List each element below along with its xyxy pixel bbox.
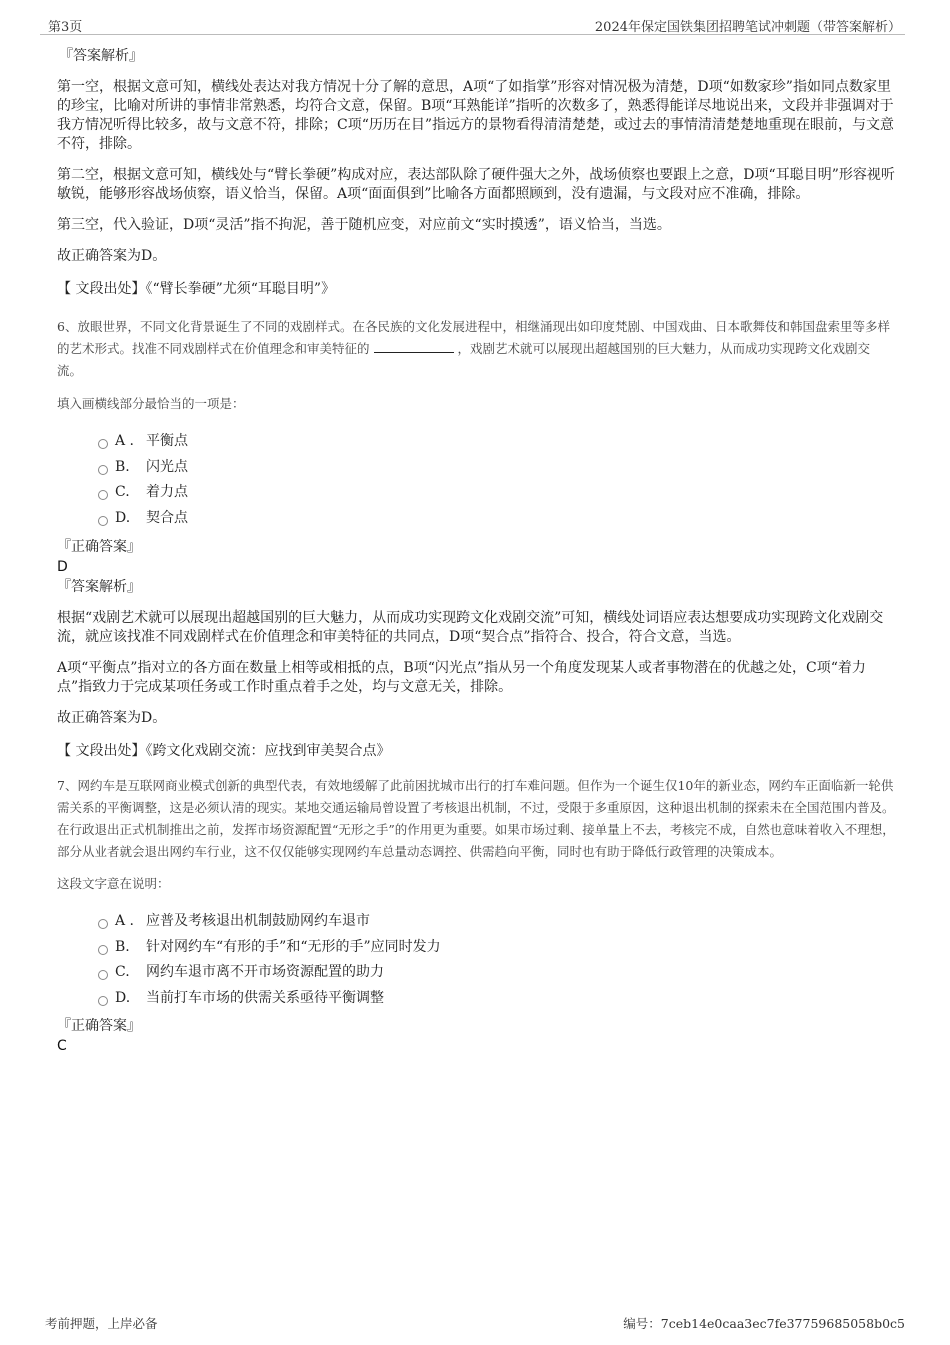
document-code: 编号：7ceb14e0caa3ec7fe37759685058b0c5: [623, 1316, 905, 1331]
page-content: [57, 46, 895, 1056]
document-title: 2024年保定国铁集团招聘笔试冲刺题（带答案解析）: [594, 20, 901, 35]
option-letter: B.: [115, 938, 130, 955]
q7-answer: C: [57, 1038, 67, 1054]
radio-icon[interactable]: [98, 970, 108, 980]
q5-explain-p1: 第一空，根据文意可知，横线处表达对我方情况十分了解的意思，A项“了如指掌”形容对情况极为清楚，D项“如数家珍”指如同点数家里的珍宝，比喻对所讲的事情非常熟悉，均符合文意，保留。B项“耳熟能详”指听的次数多了，熟悉得能详尽地说出来，文段并非强调对于我方情况听得比较多，故与文意不符，排除；C项“历历在目”指远方的景物看得清清楚楚，或过去的事情清清楚楚地重现在眼前，与文意不符，排除。: [57, 79, 895, 152]
option-text: 网约车退市离不开市场资源配置的助力: [146, 964, 384, 980]
option-text: 应普及考核退出机制鼓励网约车退市: [146, 913, 370, 929]
radio-icon[interactable]: [98, 465, 108, 475]
option-letter: B.: [115, 458, 130, 475]
q7-option-b[interactable]: [57, 935, 895, 961]
option-letter: C.: [115, 964, 130, 980]
q6-explain-p2: A项“平衡点”指对立的各方面在数量上相等或相抵的点，B项“闪光点”指从另一个角度发现某人或者事物潜在的优越之处，C项“着力点”指致力于完成某项任务或工作时重点着手之处，均与文意无关，排除。: [57, 660, 866, 695]
option-text: 契合点: [146, 509, 188, 526]
option-letter: A .: [115, 913, 135, 929]
q7-answer-label: 『正确答案』: [57, 1018, 141, 1034]
q5-source: 【 文段出处】《“臂长拳硬”尤须“耳聪目明”》: [57, 281, 336, 297]
q6-explain-label: 『答案解析』: [57, 579, 141, 595]
q6-stem-before: 6、放眼世界，不同文化背景诞生了不同的戏剧样式。在各民族的文化发展进程中，相继涌现出如印度梵剧、中国戏曲、日本歌舞伎和韩国盘索里等多样的艺术形式。找准不同戏剧样式在价值理念和审美特征的: [57, 319, 890, 356]
q6-blank: [374, 340, 454, 353]
q7-options: [57, 909, 895, 1011]
q7-prompt: 这段文字意在说明：: [57, 876, 170, 891]
option-text: 当前打车市场的供需关系亟待平衡调整: [146, 989, 384, 1006]
q6-answer-label: 『正确答案』: [57, 539, 141, 555]
q6-explain-p1: 根据“戏剧艺术就可以展现出超越国别的巨大魅力，从而成功实现跨文化戏剧交流”可知，横线处词语应表达想要成功实现跨文化戏剧交流，就应该找准不同戏剧样式在价值理念和审美特征的共同点，D项“契合点”指符合、投合，符合文意，当选。: [57, 610, 884, 645]
option-letter: A .: [115, 433, 135, 449]
page-footer: [45, 1314, 905, 1332]
q6-option-d[interactable]: [57, 506, 895, 532]
q6-option-c[interactable]: [57, 480, 895, 506]
page-number: 第3页: [48, 20, 83, 35]
page-header: [40, 16, 905, 35]
radio-icon[interactable]: [98, 919, 108, 929]
q5-explain-p2: 第二空，根据文意可知，横线处与“臂长拳硬”构成对应，表达部队除了硬件强大之外，战场侦察也要跟上之意，D项“耳聪目明”形容视听敏锐，能够形容战场侦察，语义恰当，保留。A项“面面俱到”比喻各方面都照顾到，没有遗漏，与文段对应不准确，排除。: [57, 167, 895, 202]
q6-answer: D: [57, 559, 68, 575]
radio-icon[interactable]: [98, 490, 108, 500]
option-letter: D.: [115, 509, 131, 526]
option-text: 平衡点: [146, 433, 188, 449]
q7-option-c[interactable]: [57, 960, 895, 986]
q7-option-a[interactable]: [57, 909, 895, 935]
option-letter: D.: [115, 989, 131, 1006]
q6-stem-after: ，戏剧艺术就可以展现出超越国别的巨大魅力，从而成功实现跨文化戏剧交流。: [57, 341, 871, 378]
radio-icon[interactable]: [98, 439, 108, 449]
radio-icon[interactable]: [98, 516, 108, 526]
q6-source: 【 文段出处】《跨文化戏剧交流：应找到审美契合点》: [57, 743, 391, 759]
q6-stem: [57, 316, 895, 382]
q6-option-a[interactable]: [57, 429, 895, 455]
q6-explain-p3: 故正确答案为D。: [57, 710, 167, 726]
footer-slogan: 考前押题，上岸必备: [45, 1316, 158, 1331]
option-text: 着力点: [146, 484, 188, 500]
q6-prompt: 填入画横线部分最恰当的一项是：: [57, 396, 245, 411]
radio-icon[interactable]: [98, 945, 108, 955]
q6-option-b[interactable]: [57, 455, 895, 481]
option-text: 闪光点: [146, 458, 188, 475]
option-letter: C.: [115, 484, 130, 500]
q7-option-d[interactable]: [57, 986, 895, 1012]
radio-icon[interactable]: [98, 996, 108, 1006]
q7-stem: 7、网约车是互联网商业模式创新的典型代表，有效地缓解了此前困扰城市出行的打车难问题。但作为一个诞生仅10年的新业态，网约车正面临新一轮供需关系的平衡调整，这是必须认清的现实。某地交通运输局曾设置了考核退出机制，不过，受限于多重原因，这种退出机制的探索未在全国范围内普及。在行政退出正式机制推出之前，发挥市场资源配置“无形之手”的作用更为重要。如果市场过剩、接单量上不去，考核完不成，自然也意味着收入不理想，部分从业者就会退出网约车行业，这不仅仅能够实现网约车总量动态调控、供需趋向平衡，同时也有助于降低行政管理的决策成本。: [57, 778, 895, 859]
q6-options: [57, 429, 895, 531]
q5-explain-p3: 第三空，代入验证，D项“灵活”指不拘泥，善于随机应变，对应前文“实时摸透”，语义恰当，当选。: [57, 217, 671, 233]
option-text: 针对网约车“有形的手”和“无形的手”应同时发力: [146, 938, 441, 955]
q5-explain-p4: 故正确答案为D。: [57, 248, 167, 264]
q5-explain-label: 『答案解析』: [59, 48, 143, 64]
